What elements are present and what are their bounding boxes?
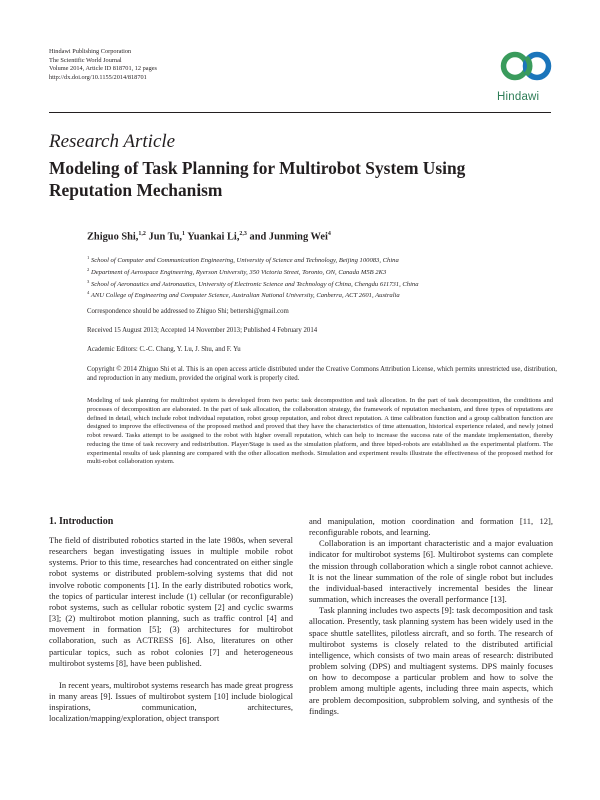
publisher-name: Hindawi Publishing Corporation xyxy=(49,48,132,55)
volume-info: Volume 2014, Article ID 818701, 12 pages xyxy=(49,65,157,73)
author-name: and Junming Wei xyxy=(246,231,328,243)
paragraph: and manipulation, motion coordination and formation [11, 12], reconfigurable robots, and learning. xyxy=(309,516,553,538)
journal-name: The Scientific World Journal xyxy=(49,56,122,64)
dates: Received 15 August 2013; Accepted 14 November 2013; Published 4 February 2014 xyxy=(87,327,318,334)
author-name: Zhiguo Shi, xyxy=(87,231,139,243)
affiliation: $^3$ School of Aeronautics and Astronautics, University of Electronic Science and Technology of China, Chengdu 611731, China xyxy=(87,279,419,289)
correspondence: Correspondence should be addressed to Zhiguo Shi; bettershi@gmail.com xyxy=(87,308,289,315)
author-affil-ref: 1 xyxy=(182,231,186,237)
logo-text: Hindawi xyxy=(497,91,540,103)
publication-info xyxy=(49,48,157,82)
author-name: Yuankai Li, xyxy=(185,231,240,243)
article-type: Research Article xyxy=(49,131,176,152)
author-name: Jun Tu, xyxy=(145,231,183,243)
author-affil-ref: 1,2 xyxy=(138,231,146,237)
affiliation: $^1$ School of Computer and Communication Engineering, University of Science and Technology, Beijing 100083, China xyxy=(87,255,399,265)
copyright-notice: Copyright © 2014 Zhiguo Shi et al. This is an open access article distributed under the Creative Commons Attribution License, which permits unrestricted use, distribution, and reproduction in any medium, provided the original work is properly cited. xyxy=(87,366,557,383)
paragraph: Task planning includes two aspects [9]: task decomposition and task allocation. Presently, task planning system has been widely used in the space shuttle satellites, pilotless aircraft, and so forth. The research of multirobot systems is closely related to the distributed artificial intelligence, which consists of two main areas of research: distributed problem solving (DPS) and multiagent systems. DPS mainly focuses on how to decompose a particular problem and how to solve the problem among multiple agents, including three main aspects, which are problem decomposition, subproblem solving, and synthesis of the findings. xyxy=(309,605,553,716)
paragraph: The field of distributed robotics started in the late 1980s, when several researchers began investigating issues in multiple mobile robot systems. Prior to this time, researches had concentrated on either single robot systems or distributed problem-solving systems that did not involve robotic components [1]. In the early distributed robotics work, the topics of particular interest include (1) cellular (or reconfigurable) robot systems, such as cellular robotic system [2] and cyclic swarms [3]; (2) multirobot motion planning, such as traffic control [4] and movement in formation [5]; (3) architectures for multirobot collaboration, such as ACTRESS [6]. Also, literatures on other particular topics, such as robot colonies [7] and heterogeneous multirobot systems [8], have been published. xyxy=(49,535,293,668)
section-heading: 1. Introduction xyxy=(49,516,114,527)
academic-editors: Academic Editors: C.-C. Chang, Y. Lu, J. Shu, and F. Yu xyxy=(87,346,241,353)
affiliation: $^2$ Department of Aerospace Engineering, Ryerson University, 350 Victoria Street, Toronto, ON, Canada M5B 2K3 xyxy=(87,267,387,277)
paragraph: In recent years, multirobot systems research has made great progress in many areas [9]. Issues of multirobot system [10] include biological inspirations, communication, architectures, localization/mapping/exploration, object transport xyxy=(49,679,293,724)
right-column xyxy=(309,516,553,717)
paper-title: Modeling of Task Planning for Multirobot System Using Reputation Mechanism xyxy=(49,158,466,200)
paragraph: Collaboration is an important characteristic and a major evaluation indicator for multirobot systems [6]. Multirobot systems can complete the mission through collaboration which a single robot cannot achieve. It is not the linear summation of the role of single robot but includes the individual-based interactively incremental besides the linear summation, which increases the overall performance [13]. xyxy=(309,538,553,605)
header-divider xyxy=(49,112,551,113)
left-column xyxy=(49,535,293,725)
doi-link[interactable]: http://dx.doi.org/10.1155/2014/818701 xyxy=(49,73,147,81)
author-affil-ref: 2,3 xyxy=(239,231,247,237)
author-list xyxy=(87,231,331,242)
abstract: Modeling of task planning for multirobot system is developed from two parts: task decomposition and task allocation. In the part of task decomposition, the conditions and processes of decomposition are elaborated. In the part of task allocation, the collaboration strategy, the framework of reputation mechanism, and three types of reputations are defined in detail, which include robot individual reputation, robot group reputation, and robot direct reputation. A time calibration function and a group calibration function are designed to improve the effectiveness of the proposed method and proved that they have the characteristics of time attenuation, historical experience related, and newly joined robot reward. Tasks attempt to be assigned to the robot with higher overall reputation, which can help to increase the success rate of the mandate implementation, thereby reducing the time of task recovery and redistribution. Player/Stage is used as the simulation platform, and three biped-robots are established as the experimental platform. The experimental results of task planning are compared with the other allocation methods. Simulation and experiment results illustrate the effectiveness of the proposed method for multi-robot collaboration system. xyxy=(87,397,553,466)
affiliation: $^4$ ANU College of Engineering and Computer Science, Australian National University, Canberra, ACT 2601, Australia xyxy=(87,290,400,300)
author-affil-ref: 4 xyxy=(327,231,331,237)
